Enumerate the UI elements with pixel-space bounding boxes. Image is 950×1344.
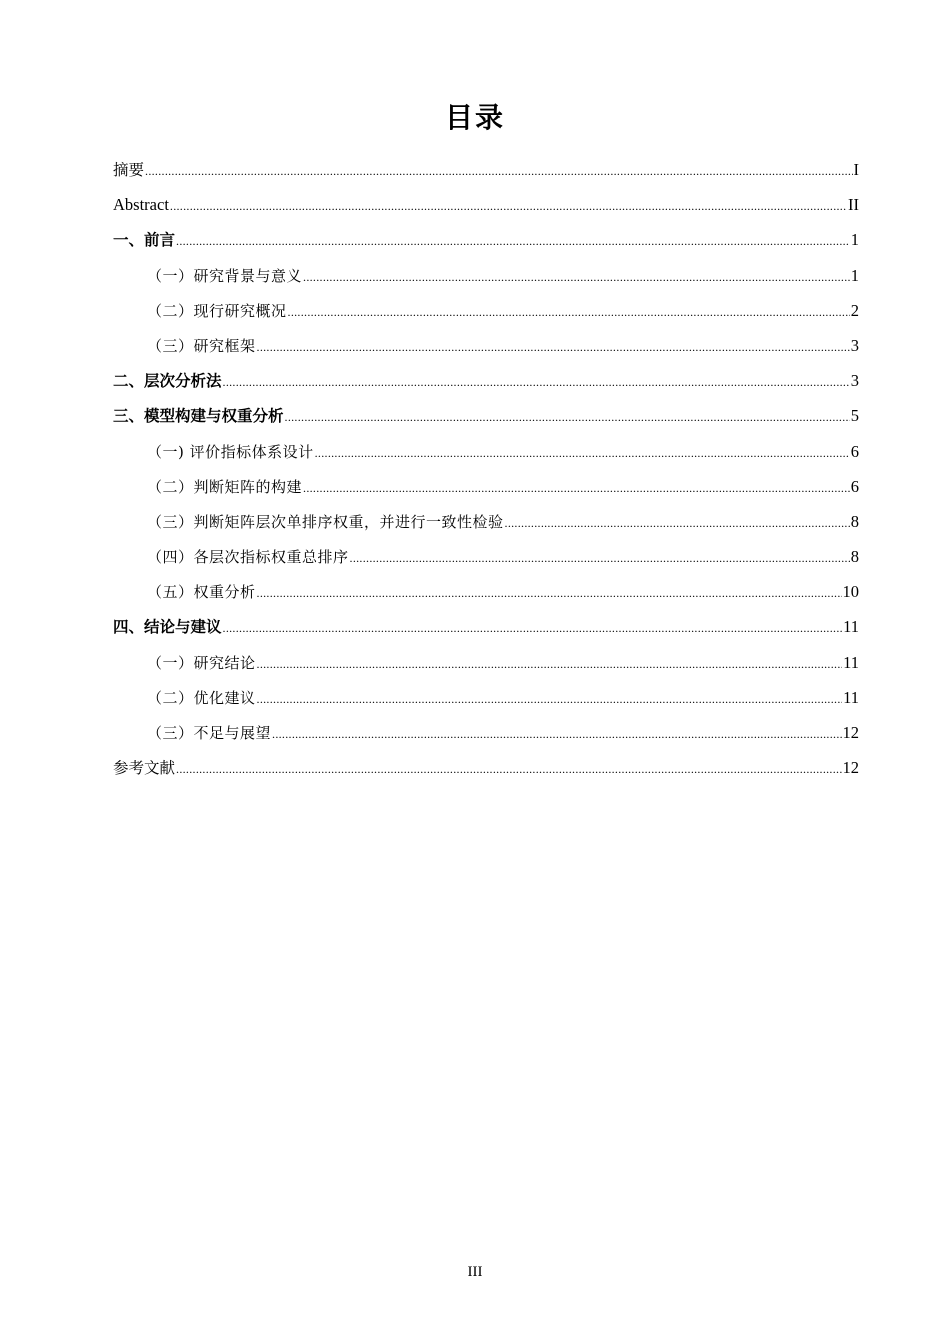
toc-entry-section-3-3[interactable] (113, 504, 859, 539)
toc-entry-page: 3 (850, 371, 859, 391)
toc-dot-leader (315, 435, 850, 471)
toc-entry-label: （三）不足与展望 (147, 724, 272, 742)
toc-entry-page: 6 (850, 441, 859, 461)
toc-entry-label: 一、前言 (113, 231, 176, 250)
toc-entry-label: 二、层次分析法 (113, 372, 222, 391)
toc-dot-leader (257, 329, 850, 365)
toc-dot-leader (257, 681, 843, 717)
toc-entry-label: 摘要 (113, 161, 145, 179)
toc-entry-label: （三）判断矩阵层次单排序权重，并进行一致性检验 (147, 512, 504, 531)
toc-entry-section-4-1[interactable] (113, 645, 859, 680)
toc-entry-label: （一）研究背景与意义 (147, 266, 303, 285)
toc-dot-leader (257, 646, 843, 682)
toc-dot-leader (285, 399, 850, 435)
toc-entry-page: 6 (850, 476, 859, 496)
toc-entry-page: 11 (843, 617, 859, 637)
toc-entry-label: Abstract (113, 195, 169, 215)
toc-dot-leader (223, 610, 843, 646)
toc-dot-leader (257, 575, 842, 611)
toc-entry-references[interactable] (113, 750, 859, 785)
toc-entry-label: 四、结论与建议 (113, 618, 222, 637)
toc-entry-section-4-3[interactable] (113, 715, 859, 750)
toc-entry-page: 8 (850, 511, 859, 531)
toc-entry-page: 12 (842, 723, 859, 742)
toc-entry-chapter-3[interactable] (113, 398, 859, 433)
toc-dot-leader (176, 223, 850, 259)
toc-entry-label: （三）研究框架 (147, 336, 256, 355)
toc-entry-section-1-1[interactable] (113, 258, 859, 293)
toc-entry-page: 8 (850, 547, 859, 567)
toc-entry-section-1-3[interactable] (113, 328, 859, 363)
toc-entry-label: （一）研究结论 (147, 653, 256, 672)
toc-entry-page: 1 (850, 230, 859, 250)
toc-entry-section-3-5[interactable] (113, 574, 859, 609)
toc-entry-page: 12 (842, 758, 859, 778)
toc-entry-page: 1 (850, 265, 859, 285)
toc-dot-leader (176, 751, 841, 787)
toc-dot-leader (272, 716, 841, 752)
toc-entry-section-3-4[interactable] (113, 539, 859, 574)
toc-entry-chapter-2[interactable] (113, 363, 859, 398)
toc-entry-label: （二）现行研究概况 (147, 301, 287, 320)
toc-entry-chapter-1[interactable] (113, 222, 859, 257)
toc-entry-label: （一) 评价指标体系设计 (147, 442, 314, 461)
toc-entry-section-3-2[interactable] (113, 469, 859, 504)
toc-entry-section-3-1[interactable] (113, 434, 859, 469)
toc-entry-chapter-4[interactable] (113, 609, 859, 644)
toc-entry-page: 11 (843, 687, 859, 707)
toc-dot-leader (145, 153, 852, 189)
toc-entry-label: （二）判断矩阵的构建 (147, 477, 303, 496)
toc-dot-leader (223, 364, 850, 400)
page-footer-number: III (467, 1264, 483, 1280)
toc-dot-leader (505, 505, 850, 541)
toc-dot-leader (303, 259, 850, 295)
toc-entry-label: 三、模型构建与权重分析 (113, 407, 284, 426)
page-title: 目录 (444, 101, 505, 134)
toc-dot-leader (288, 294, 850, 330)
toc-entry-page: 5 (850, 406, 859, 426)
table-of-contents (113, 152, 859, 785)
toc-dot-leader (303, 470, 850, 506)
toc-entry-label: （二）优化建议 (147, 688, 256, 707)
toc-entry-section-4-2[interactable] (113, 680, 859, 715)
toc-entry-abstract-cn[interactable] (113, 152, 859, 187)
toc-entry-section-1-2[interactable] (113, 293, 859, 328)
toc-entry-page: 10 (842, 582, 859, 602)
toc-dot-leader (350, 540, 850, 576)
toc-entry-abstract-en[interactable] (113, 187, 859, 222)
toc-entry-page: 3 (850, 335, 859, 355)
toc-dot-leader (170, 188, 847, 224)
toc-entry-page: I (853, 160, 859, 179)
toc-entry-page: 2 (850, 300, 859, 320)
toc-entry-page: 11 (843, 652, 859, 672)
toc-entry-label: （五）权重分析 (147, 583, 256, 602)
toc-entry-label: （四）各层次指标权重总排序 (147, 548, 349, 567)
toc-entry-page: II (848, 195, 859, 215)
toc-entry-label: 参考文献 (113, 759, 176, 778)
